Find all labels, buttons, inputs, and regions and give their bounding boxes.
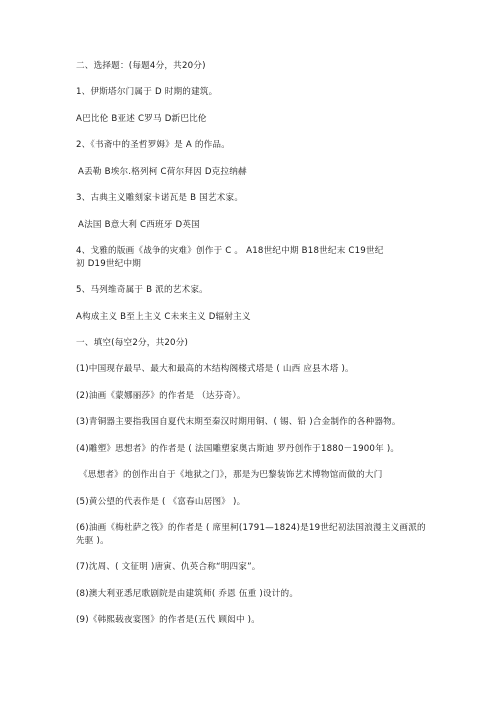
question-3-options: A法国 B意大利 C西班牙 D英国 [78,220,200,230]
question-5-options: A构成主义 B至上主义 C未来主义 D辐射主义 [76,312,251,322]
fill-item-4: (4)雕塑》思想者》的作者是 ( 法国雕塑家奥古斯迪 罗丹创作于1880－1900年 )。 [76,444,400,454]
fill-item-4-note: 《思想者》的创作出自于《地狱之门》，那是为巴黎装饰艺术博物馆而做的大门 [79,470,383,480]
question-3: 3、古典主义雕刻家卡诺瓦是 B 国艺术家。 [76,193,244,203]
question-1-options: A巴比伦 B亚述 C罗马 D新巴比伦 [76,114,207,124]
fill-item-3: (3)青铜器主要指我国自夏代末期至秦汉时期用铜、( 锡、铅 )合金制作的各种器物。 [76,417,401,427]
fill-item-7: (7)沈周、( 文征明 )唐寅、仇英合称“明四家”。 [76,562,261,572]
section-heading-multiple-choice: 二、选择题：(每题4分，共20分) [76,61,206,71]
question-4: 4、戈雅的版画《战争的灾难》创作于 C 。 A18世纪中期 B18世纪末 C19世纪 [76,246,384,256]
question-4-continued: 初 D19世纪中期 [76,259,142,269]
fill-item-8: (8)澳大利亚悉尼歌剧院是由建筑师( 乔恩 伍重 )设计的。 [76,589,299,599]
fill-item-6-continued: 先驱 )。 [76,536,109,546]
fill-item-1: (1)中国现存最早、最大和最高的木结构阁楼式塔是 ( 山西 应县木塔 )。 [76,364,354,374]
question-2: 2、《书斋中的圣哲罗姆》是 A 的作品。 [76,140,231,150]
question-2-options: A丢勒 B埃尔.格列柯 C荷尔拜因 D克拉纳赫 [78,167,247,177]
fill-item-9: (9)《韩熙载夜宴图》的作者是(五代 顾闳中 )。 [76,615,261,625]
fill-item-5: (5)黄公望的代表作是 ( 《富春山居图》 )。 [76,497,246,507]
fill-item-2: (2)油画《蒙娜丽莎》的作者是 （达芬奇）。 [76,391,246,401]
question-1: 1、伊斯塔尔门属于 D 时期的建筑。 [76,87,218,97]
section-heading-fill-in: 一、填空(每空2分，共20分) [76,338,189,348]
fill-item-6: (6)油画《梅杜萨之筏》的作者是 ( 席里柯(1791—1824)是19世纪初法国浪漫主义画派的 [76,523,426,533]
question-5: 5、马列维奇属于 B 派的艺术家。 [76,285,208,295]
